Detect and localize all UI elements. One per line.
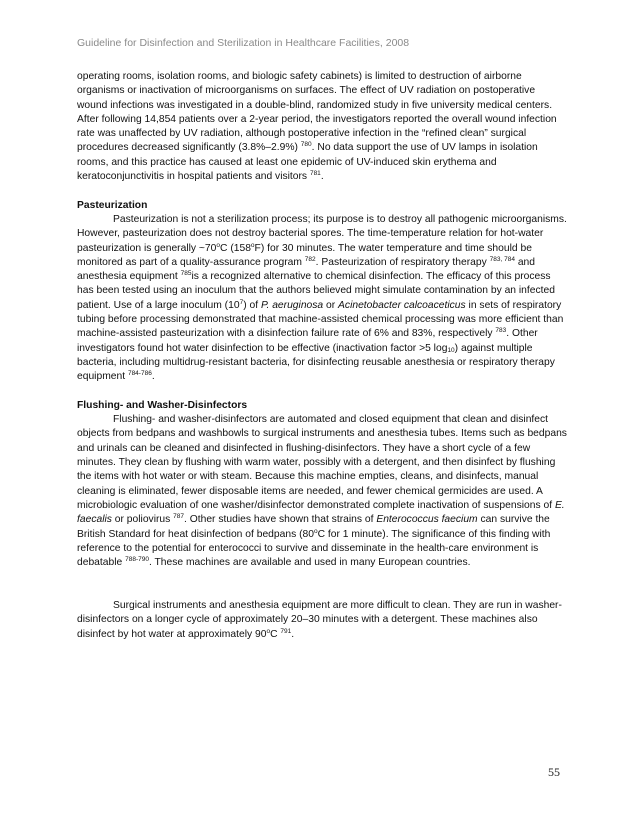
organism-name: E. faecalis: [77, 499, 565, 526]
degree-symbol: o: [216, 241, 221, 249]
citation-785: 785: [180, 270, 192, 278]
section-heading-pasteurization: Pasteurization: [77, 199, 148, 211]
degree-symbol: o: [313, 527, 318, 535]
paragraph-pasteurization: Pasteurization is not a sterilization process; its purpose is to destroy all pathogenic microorganisms. However, pasteurization does not destroy bacterial spores. The time-temperature relation for hot-water pasteurization is generally ~70$^o$C (158$^o$F) for 30 minutes. The water temperature and time should be monitored as part of a quality-assurance program $^{782}$. Pasteurization of respiratory therapy $^{783, 784}$ and anesthesia equipment $^{785}$is a recognized alternative to chemical disinfection. The efficacy of this process has been tested using an inoculum that the authors believed might simulate contamination by an infected patient. Use of a large inoculum $(10^7)$ of P. aeruginosa or Acinetobacter calcoaceticus in sets of respiratory tubing before processing demonstrated that machine-assisted chemical processing was more efficient than machine-assisted pasteurization with a disinfection failure rate of 6% and 83%, respectively $^{783}$. Other investigators found hot water disinfection to be effective (inactivation factor >5 $\log_{10}$) against multiple bacteria, including multidrug-resistant bacteria, for disinfecting reusable anesthesia or respiratory therapy equipment $^{784-786}$.: [77, 213, 567, 383]
page-number: 55: [548, 765, 560, 779]
section-heading-flushing-washer-disinfectors: Flushing- and Washer-Disinfectors: [77, 399, 248, 411]
log-subscript: 10: [447, 346, 455, 354]
document-body: [77, 70, 568, 642]
paragraph-flushing-disinfectors: Flushing- and washer-disinfectors are automated and closed equipment that clean and disinfect objects from bedpans and washbowls to surgical instruments and anesthesia tubes. Items such as bedpans and urinals can be cleaned and disinfected in flushing-disinfectors. They have a short cycle of a few minutes. They clean by flushing with warm water, possibly with a detergent, and then disinfect by flushing the items with hot water or with steam. Because this machine empties, cleans, and disinfects, manual cleaning is eliminated, fewer disposable items are needed, and fewer chemical germicides are used. A microbiologic evaluation of one washer/disinfector demonstrated complete inactivation of suspensions of E. faecalis or poliovirus $^{787}$. Other studies have shown that strains of Enterococcus faecium can survive the British Standard for heat disinfection of bedpans (80$^o$C for 1 minute). The significance of this finding with reference to the potential for enterococci to survive and disseminate in the health-care environment is debatable $^{788-790}$. These machines are available and used in many European countries.: [77, 414, 567, 569]
citation-787: 787: [173, 513, 185, 521]
citation-782: 782: [304, 255, 316, 263]
exponent: 7: [239, 298, 244, 306]
running-header: Guideline for Disinfection and Sterilization in Healthcare Facilities, 2008: [77, 37, 410, 49]
citation-783: 783: [495, 327, 507, 335]
organism-name: Acinetobacter calcoaceticus: [338, 299, 466, 311]
degree-symbol: o: [266, 627, 271, 635]
citation-781: 781: [309, 170, 321, 178]
citation-780: 780: [300, 141, 312, 149]
organism-name: P. aeruginosa: [260, 299, 324, 311]
citation-783-784: 783, 784: [489, 255, 515, 263]
paragraph-uv-radiation: operating rooms, isolation rooms, and biologic safety cabinets) is limited to destruction of airborne organisms or inactivation of microorganisms on surfaces. The effect of UV radiation on postoperative wound infections was investigated in a double-blind, randomized study in five university medical centers. After following 14,854 patients over a 2-year period, the investigators reported the overall wound infection rate was unaffected by UV radiation, although postoperative infection in the “refined clean” surgical procedures decreased significantly (3.8%–2.9%) $^{780}$. No data support the use of UV lamps in isolation rooms, and this practice has caused at least one epidemic of UV-induced skin erythema and keratoconjunctivitis in hospital patients and visitors $^{781}$.: [77, 71, 557, 183]
organism-name: Enterococcus faecium: [376, 514, 478, 526]
paragraph-surgical-instruments: Surgical instruments and anesthesia equipment are more difficult to clean. They are run in washer-disinfectors on a longer cycle of approximately 20–30 minutes with a detergent. These machines also disinfect by hot water at approximately 90$^o$C $^{791}$.: [77, 599, 562, 640]
citation-788-790: 788-790: [125, 556, 149, 564]
degree-symbol: o: [250, 241, 255, 249]
citation-791: 791: [280, 627, 292, 635]
citation-784-786: 784-786: [127, 370, 152, 378]
